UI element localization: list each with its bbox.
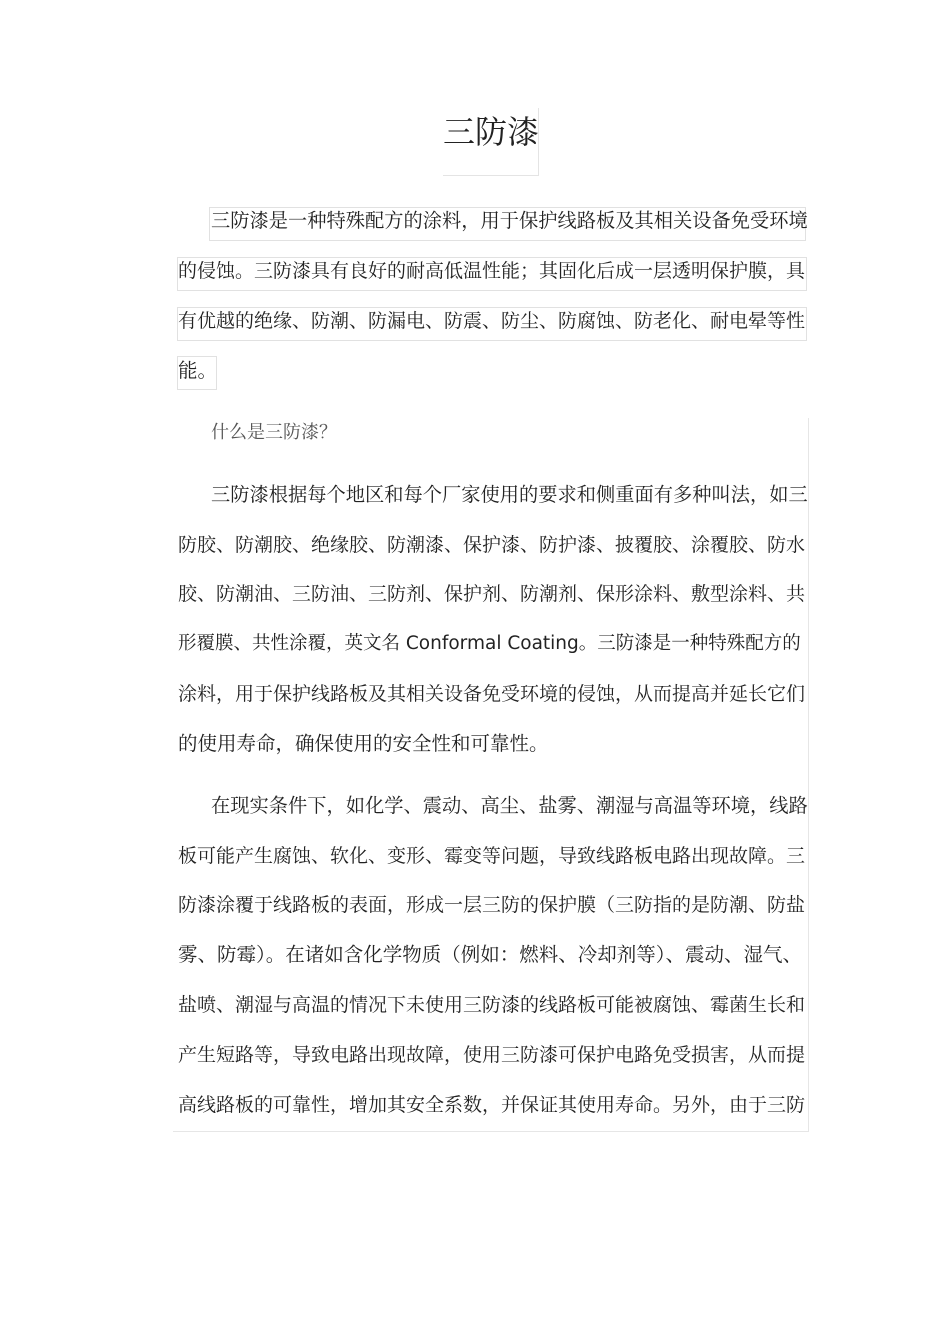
paragraph-line: 涂料，用于保护线路板及其相关设备免受环境的侵蚀，从而提高并延长它们 [178, 683, 806, 705]
paragraph-line: 的使用寿命，确保使用的安全性和可靠性。 [178, 732, 549, 755]
page-title: 三防漆 [443, 113, 540, 151]
intro-line: 的侵蚀。三防漆具有良好的耐高低温性能；其固化后成一层透明保护膜，具 [178, 260, 806, 282]
paragraph-line: 盐喷、潮湿与高温的情况下未使用三防漆的线路板可能被腐蚀、霉菌生长和 [178, 994, 806, 1016]
paragraph-line: 防胶、防潮胶、绝缘胶、防潮漆、保护漆、防护漆、披覆胶、涂覆胶、防水 [178, 534, 806, 556]
paragraph-line: 高线路板的可靠性，增加其安全系数，并保证其使用寿命。另外，由于三防 [178, 1094, 806, 1116]
paragraph-line: 形覆膜、共性涂覆，英文名 Conformal Coating。三防漆是一种特殊配方的 [178, 633, 801, 654]
paragraph-line: 雾、防霉）。在诸如含化学物质（例如：燃料、冷却剂等）、震动、湿气、 [178, 943, 803, 966]
paragraph-line: 胶、防潮油、三防油、三防剂、保护剂、防潮剂、保形涂料、敷型涂料、共 [178, 583, 806, 605]
paragraph-line: 板可能产生腐蚀、软化、变形、霉变等问题，导致线路板电路出现故障。三 [178, 845, 806, 867]
paragraph-line: 防漆涂覆于线路板的表面，形成一层三防的保护膜（三防指的是防潮、防盐 [178, 894, 806, 916]
intro-line: 有优越的绝缘、防潮、防漏电、防震、防尘、防腐蚀、防老化、耐电晕等性 [178, 310, 806, 332]
intro-line: 三防漆是一种特殊配方的涂料，用于保护线路板及其相关设备免受环境 [211, 209, 808, 232]
paragraph-line: 在现实条件下，如化学、震动、高尘、盐雾、潮湿与高温等环境，线路 [211, 794, 808, 817]
body-frame [173, 418, 809, 1132]
paragraph-line: 三防漆根据每个地区和每个厂家使用的要求和侧重面有多种叫法，如三 [211, 483, 808, 506]
intro-line: 能。 [178, 359, 218, 382]
paragraph-line: 产生短路等，导致电路出现故障，使用三防漆可保护电路免受损害，从而提 [178, 1044, 806, 1066]
section-heading: 什么是三防漆？ [211, 422, 337, 443]
